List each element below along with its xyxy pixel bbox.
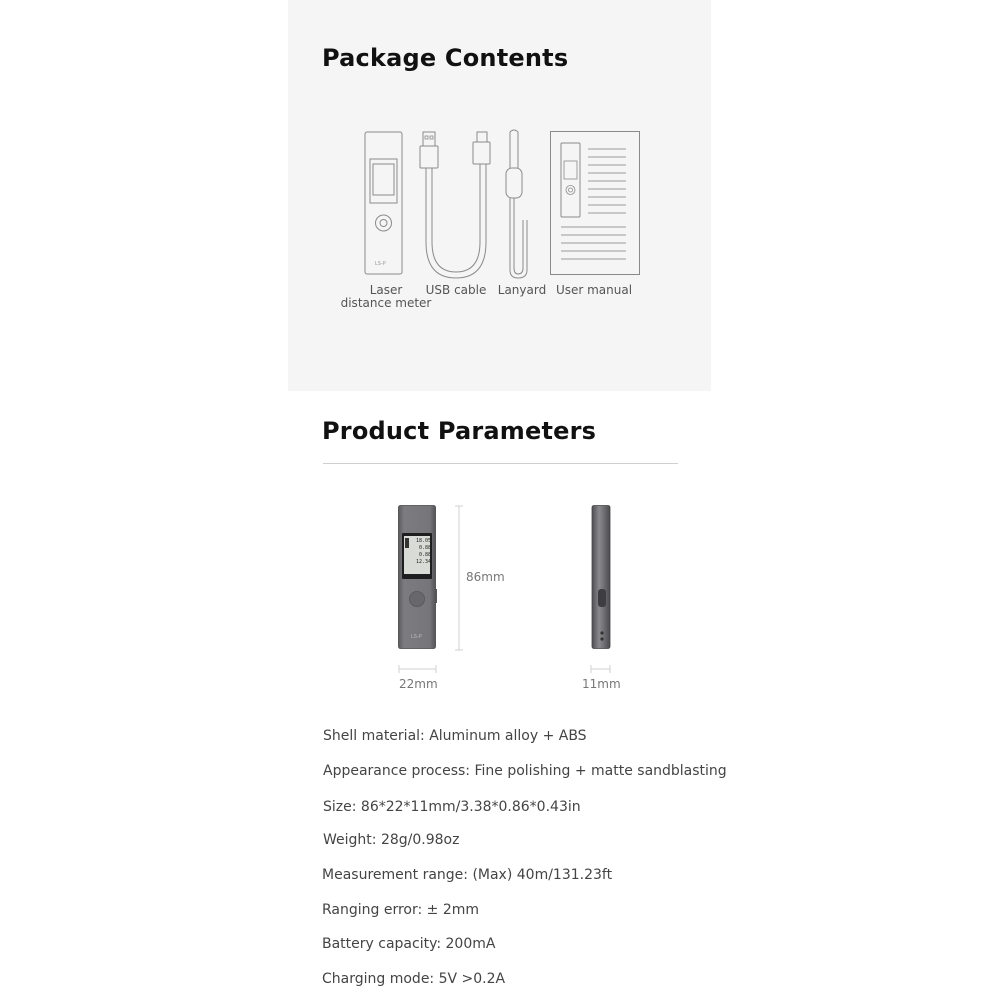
width-dimension-line: [398, 664, 438, 674]
height-dimension-label: 86mm: [466, 570, 505, 584]
item-label-laser-line1: Laser: [369, 283, 403, 297]
package-contents-title: Package Contents: [322, 44, 569, 72]
screen-line-3: 0.88: [418, 552, 431, 558]
screen-line-4: 12.34: [415, 559, 431, 565]
height-dimension-line: [453, 505, 465, 651]
screen-line-2: 0.88: [418, 545, 431, 551]
item-label-laser: [340, 284, 432, 310]
item-label-user-manual: User manual: [555, 283, 633, 297]
spec-battery-capacity: Battery capacity: 200mA: [322, 936, 496, 952]
product-parameters-title: Product Parameters: [322, 417, 597, 445]
device-side-image: [591, 505, 613, 651]
device-marking: LS-P: [375, 261, 386, 267]
device-screen-readout: [409, 538, 431, 566]
spec-charging-mode: Charging mode: 5V >0.2A: [322, 971, 506, 987]
item-label-usb-cable: USB cable: [425, 283, 487, 297]
width-dimension-label: 22mm: [399, 677, 438, 691]
lanyard-icon: [503, 130, 533, 280]
manual-icon: [550, 131, 640, 276]
section-divider: [323, 463, 678, 464]
usb-cable-icon: [420, 130, 490, 280]
depth-dimension-label: 11mm: [582, 677, 621, 691]
spec-size: Size: 86*22*11mm/3.38*0.86*0.43in: [323, 799, 581, 815]
spec-appearance-process: Appearance process: Fine polishing + matte sandblasting: [323, 763, 727, 779]
item-label-laser-line2: distance meter: [340, 296, 432, 310]
device-front-image: [398, 505, 438, 651]
screen-line-1: 18.05: [415, 538, 431, 544]
spec-ranging-error: Ranging error: ± 2mm: [322, 902, 480, 918]
spec-weight: Weight: 28g/0.98oz: [323, 832, 460, 848]
spec-measurement-range: Measurement range: (Max) 40m/131.23ft: [322, 867, 613, 883]
device-front-marking: LS-P: [411, 634, 422, 640]
depth-dimension-line: [590, 664, 612, 674]
laser-meter-outline-icon: [364, 131, 404, 276]
item-label-lanyard: Lanyard: [497, 283, 547, 297]
spec-shell-material: Shell material: Aluminum alloy + ABS: [323, 728, 587, 744]
